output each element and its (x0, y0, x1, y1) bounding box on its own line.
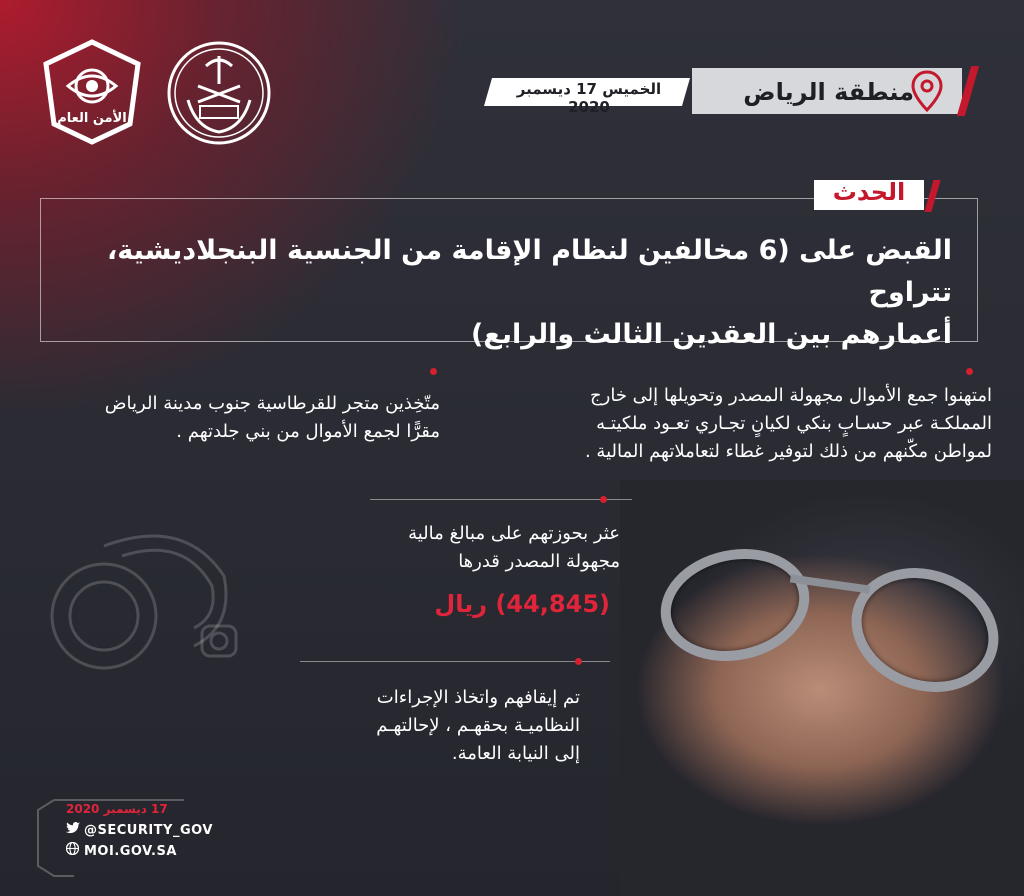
point-line: مجهولة المصدر قدرها (458, 551, 620, 572)
point-line: إلى النيابة العامة. (451, 743, 580, 764)
event-title-line: القبض على (6 مخالفين لنظام الإقامة من الجنسية البنجلاديشية، تتراوح (107, 235, 952, 308)
cuff-ring-left (650, 536, 820, 675)
globe-icon (66, 842, 80, 859)
point-shop (40, 390, 440, 446)
point-line: لمواطن مكّنهم من ذلك لتوفير غطاء لتعاملاتهم المالية . (584, 441, 992, 462)
twitter-handle: @SECURITY_GOV (84, 823, 213, 838)
bullet-dot (966, 368, 973, 375)
footer-website[interactable] (66, 842, 177, 859)
bullet-dot (600, 496, 607, 503)
divider (370, 499, 632, 500)
point-line: تم إيقافهم واتخاذ الإجراءات (376, 687, 580, 708)
twitter-icon (66, 822, 80, 838)
divider (300, 661, 610, 662)
footer-date: 17 ديسمبر 2020 (66, 802, 168, 816)
public-security-logo (38, 38, 146, 146)
point-line: مقرًّا لجمع الأموال من بني جلدتهم . (176, 421, 440, 442)
handcuffs-photo (620, 480, 1024, 896)
event-title (92, 230, 952, 356)
event-label: الحدث (832, 178, 906, 206)
point-transfer (472, 382, 992, 466)
point-line: متّخِذين متجر للقرطاسية جنوب مدينة الرياض (104, 393, 440, 414)
point-line: امتهنوا جمع الأموال مجهولة المصدر وتحويلها إلى خارج (590, 385, 992, 406)
website-url: MOI.GOV.SA (84, 844, 177, 859)
point-line: المملكـة عبر حسـابٍ بنكي لكيانٍ تجـاري تعـود ملكيتـه (596, 413, 992, 434)
amount-value: (44,845) ريال (434, 590, 610, 618)
cuff-ring-right (834, 548, 1016, 712)
point-found (360, 520, 620, 576)
location-pin-icon (910, 70, 944, 112)
ministry-seal-logo (166, 40, 272, 146)
footer-twitter[interactable] (66, 822, 213, 838)
bullet-dot (575, 658, 582, 665)
point-line: النظاميـة بحقهـم ، لإحالتهـم (376, 715, 580, 736)
location-label: منطقة الرياض (743, 78, 914, 106)
bullet-dot (430, 368, 437, 375)
handcuffs-icon (34, 516, 264, 696)
point-action (330, 684, 580, 768)
event-title-line: أعمارهم بين العقدين الثالث والرابع) (471, 319, 952, 350)
date-label: الخميس 17 ديسمبر 2020 (516, 80, 662, 116)
point-line: عثر بحوزتهم على مبالغ مالية (408, 523, 620, 544)
logo-left-text: الأمن العام (57, 111, 127, 126)
